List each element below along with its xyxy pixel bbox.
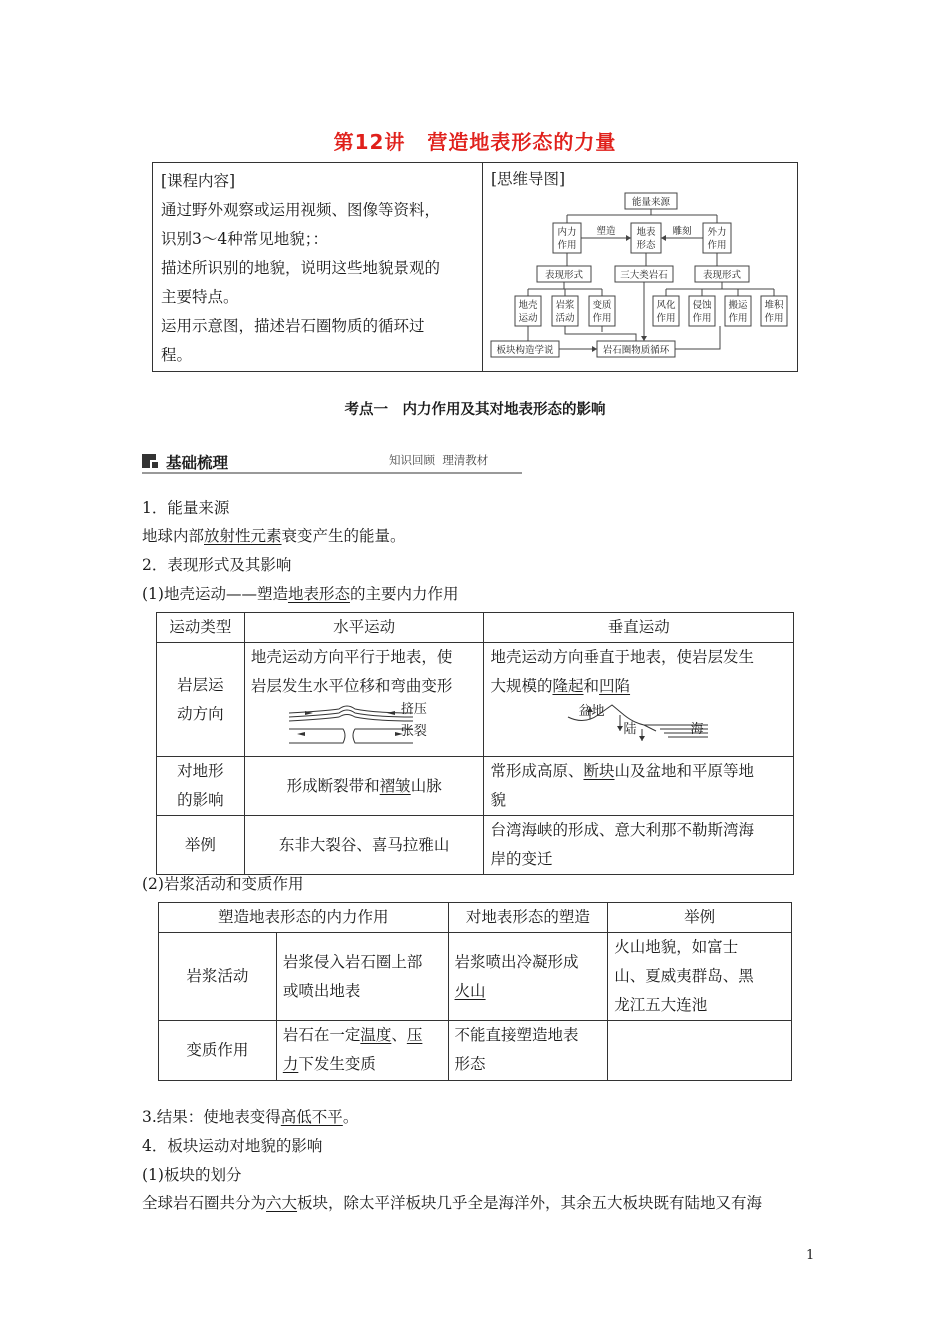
course-line: 程。 xyxy=(161,346,193,364)
figure-label-squeeze: 挤压 xyxy=(400,702,427,717)
figure-label-land: 陆 xyxy=(623,722,637,737)
table-header: 运动类型 xyxy=(157,613,245,643)
node-magma-label: 岩浆 xyxy=(555,300,575,311)
node-weather-label: 风化 xyxy=(656,300,676,311)
node-form-left-label: 表现形式 xyxy=(544,270,584,281)
paragraph-result: 3.结果：使地表变得高低不平。 xyxy=(142,1108,359,1126)
node-three-rocks-label: 三大类岩石 xyxy=(620,270,668,281)
table-cell: 火山地貌，如富士 山、夏威夷群岛、黑 龙江五大连池 xyxy=(608,933,792,1021)
table-cell: 台湾海峡的形成、意大利那不勒斯湾海 岸的变迁 xyxy=(484,816,794,875)
table-cell: 地壳运动方向平行于地表，使 岩层发生水平位移和弯曲变形 挤压 张裂 xyxy=(244,643,484,757)
section-banner xyxy=(142,452,522,478)
table-cell xyxy=(608,1021,792,1081)
magma-metamorphism-table xyxy=(158,902,792,1081)
paragraph-plates: 全球岩石圈共分为六大板块，除太平洋板块几乎全是海洋外，其余五大板块既有陆地又有海 xyxy=(142,1194,763,1212)
heading-plate-division: (1)板块的划分 xyxy=(142,1166,242,1184)
node-internal-label: 内力 xyxy=(557,227,577,238)
heading-energy-source: 1．能量来源 xyxy=(142,499,230,517)
course-line: 运用示意图，描述岩石圈物质的循环过 xyxy=(161,317,425,335)
table-header: 塑造地表形态的内力作用 xyxy=(159,903,449,933)
node-transport-label: 搬运 xyxy=(728,300,748,311)
figure-label-stretch: 张裂 xyxy=(400,724,427,739)
heading-crust-movement: (1)地壳运动——塑造地表形态的主要内力作用 xyxy=(142,585,459,603)
table-cell: 不能直接塑造地表 形态 xyxy=(448,1021,608,1081)
course-line: 描述所识别的地貌，说明这些地貌景观的 xyxy=(161,259,441,277)
paragraph-energy: 地球内部放射性元素衰变产生的能量。 xyxy=(142,527,406,545)
page-number: 1 xyxy=(806,1248,815,1263)
edge-carve-label: 雕刻 xyxy=(672,226,692,237)
node-external-label: 作用 xyxy=(707,240,727,251)
heading-plate-movement: 4．板块运动对地貌的影响 xyxy=(142,1137,323,1155)
table-cell: 形成断裂带和褶皱山脉 xyxy=(244,757,484,816)
course-label: [课程内容] xyxy=(161,172,236,190)
node-deposit-label: 作用 xyxy=(764,313,784,324)
node-magma-label: 活动 xyxy=(555,313,575,324)
mind-map-diagram xyxy=(485,191,795,371)
table-row-label: 岩浆活动 xyxy=(159,933,277,1021)
node-erosion-label: 作用 xyxy=(692,313,712,324)
table-cell: 常形成高原、断块山及盆地和平原等地 貌 xyxy=(484,757,794,816)
node-meta-label: 作用 xyxy=(592,313,612,324)
overview-box xyxy=(152,162,798,372)
node-surface-label: 地表 xyxy=(636,227,656,238)
course-content xyxy=(161,167,475,370)
figure-label-sea: 海 xyxy=(690,722,704,737)
node-deposit-label: 堆积 xyxy=(764,300,784,311)
table-cell: 岩浆喷出冷凝形成 火山 xyxy=(448,933,608,1021)
node-plate-label: 板块构造学说 xyxy=(496,345,554,356)
section-title: 考点一 内力作用及其对地表形态的影响 xyxy=(344,402,606,418)
table-cell: 东非大裂谷、喜马拉雅山 xyxy=(244,816,484,875)
edge-shape-label: 塑造 xyxy=(596,226,616,237)
table-row-label: 变质作用 xyxy=(159,1021,277,1081)
lecture-number: 第12讲 xyxy=(333,130,406,154)
node-weather-label: 作用 xyxy=(656,313,676,324)
page-title xyxy=(0,126,950,155)
node-internal-label: 作用 xyxy=(557,240,577,251)
node-erosion-label: 侵蚀 xyxy=(692,300,712,311)
node-external-label: 外力 xyxy=(707,227,727,238)
node-transport-label: 作用 xyxy=(728,313,748,324)
node-energy-label: 能量来源 xyxy=(631,197,671,208)
banner-tagline: 知识回顾 理清教材 xyxy=(389,453,489,467)
table-cell: 地壳运动方向垂直于地表，使岩层发生 大规模的隆起和凹陷 盆地 陆 海 xyxy=(484,643,794,757)
figure-label-basin: 盆地 xyxy=(578,704,605,719)
table-cell: 岩浆侵入岩石圈上部 或喷出地表 xyxy=(276,933,448,1021)
table-header: 举例 xyxy=(608,903,792,933)
table-row-label: 岩层运 动方向 xyxy=(157,643,245,757)
node-cycle-label: 岩石圈物质循环 xyxy=(602,345,670,356)
heading-magma-metamorphism: (2)岩浆活动和变质作用 xyxy=(142,875,304,893)
table-cell: 岩石在一定温度、压 力下发生变质 xyxy=(276,1021,448,1081)
table-header: 对地表形态的塑造 xyxy=(448,903,608,933)
node-crust-label: 运动 xyxy=(518,313,538,324)
mind-map-label: [思维导图] xyxy=(491,170,566,188)
course-line: 通过野外观察或运用视频、图像等资料， xyxy=(161,201,441,219)
course-line: 主要特点。 xyxy=(161,288,239,306)
node-meta-label: 变质 xyxy=(592,300,612,311)
table-header: 水平运动 xyxy=(244,613,484,643)
node-crust-label: 地壳 xyxy=(518,300,538,311)
table-header: 垂直运动 xyxy=(484,613,794,643)
lecture-topic: 营造地表形态的力量 xyxy=(427,130,617,154)
table-row-label: 对地形 的影响 xyxy=(157,757,245,816)
heading-forms: 2．表现形式及其影响 xyxy=(142,556,292,574)
node-surface-label: 形态 xyxy=(636,240,656,251)
node-form-right-label: 表现形式 xyxy=(702,270,742,281)
banner-title: 基础梳理 xyxy=(166,454,229,472)
crust-movement-table xyxy=(156,612,794,875)
table-row-label: 举例 xyxy=(157,816,245,875)
course-line: 识别3～4种常见地貌；： xyxy=(161,230,328,248)
